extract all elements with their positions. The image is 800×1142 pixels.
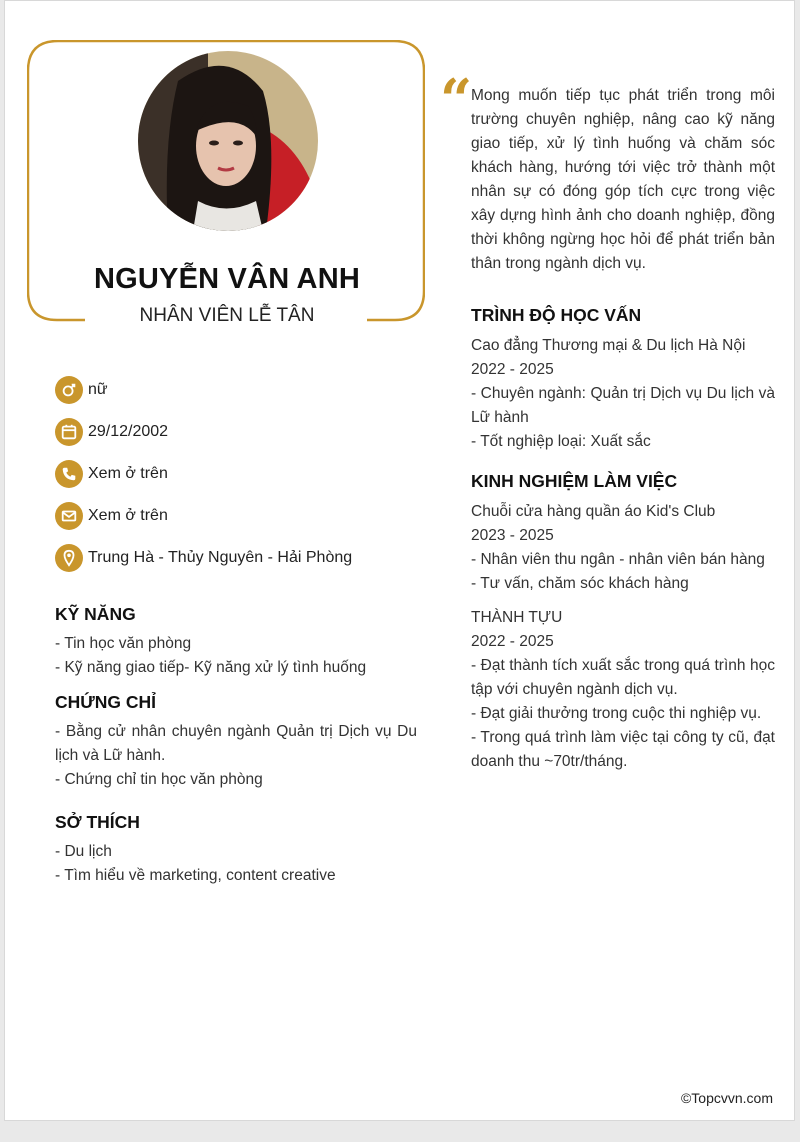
quote-icon: “ [440,67,473,133]
achievements-details [471,606,775,774]
hobbies-title: SỞ THÍCH [55,812,140,832]
candidate-name: NGUYỄN VÂN ANH [94,263,360,295]
achievement-item: - Đạt thành tích xuất sắc trong quá trình học tập với chuyên ngành dịch vụ. [471,657,775,698]
achievement-item: - Trong quá trình làm việc tại công ty cũ, đạt doanh thu ~70tr/tháng. [471,729,775,770]
school-name: Cao đẳng Thương mại & Du lịch Hà Nội [471,337,746,354]
job-title: NHÂN VIÊN LỄ TÂN [139,305,315,326]
birthday-value: 29/12/2002 [88,423,169,440]
contact-gender [55,375,108,405]
address-value: Trung Hà - Thủy Nguyên - Hải Phòng [88,549,353,566]
skills-list [55,632,425,680]
experience-period: 2023 - 2025 [471,527,554,544]
email-value: Xem ở trên [88,507,168,524]
education-item: - Tốt nghiệp loại: Xuất sắc [471,433,651,450]
achievements-title: THÀNH TỰU [471,609,563,626]
experience-details [471,500,775,596]
experience-item: - Tư vấn, chăm sóc khách hàng [471,575,689,592]
skill-item: - Tin học văn phòng [55,635,192,652]
hobby-item: - Du lịch [55,843,112,860]
achievement-item: - Đạt giải thưởng trong cuộc thi nghiệp vụ. [471,705,762,722]
hobbies-list [55,840,425,888]
education-title: TRÌNH ĐỘ HỌC VẤN [471,305,642,325]
company-name: Chuỗi cửa hàng quần áo Kid's Club [471,503,716,520]
experience-title: KINH NGHIỆM LÀM VIỆC [471,471,678,491]
contact-address [55,543,352,573]
gender-value: nữ [88,381,108,398]
location-pin-icon [55,544,83,572]
skills-title: KỸ NĂNG [55,604,136,624]
education-item: - Chuyên ngành: Quản trị Dịch vụ Du lịch và Lữ hành [471,385,775,426]
education-period: 2022 - 2025 [471,361,554,378]
certificates-list [55,720,417,792]
experience-item: - Nhân viên thu ngân - nhân viên bán hàng [471,551,765,568]
hobby-item: - Tìm hiểu về marketing, content creative [55,867,336,884]
contact-email [55,501,168,531]
skill-item: - Kỹ năng giao tiếp- Kỹ năng xử lý tình huống [55,659,367,676]
phone-value: Xem ở trên [88,465,168,482]
profile-photo [138,51,318,231]
achievements-period: 2022 - 2025 [471,633,554,650]
contact-birthday [55,417,168,447]
certificates-title: CHỨNG CHỈ [55,692,157,712]
calendar-icon [55,418,83,446]
certificate-item: - Chứng chỉ tin học văn phòng [55,771,263,788]
career-objective: Mong muốn tiếp tục phát triển trong môi trường chuyên nghiệp, nâng cao kỹ năng giao tiếp, xử lý tình huống và chăm sóc khách hàng, hướng tới việc trở thành một nhân sự có đóng góp tích cực trong việc xây dựng hình ảnh cho doanh nghiệp, đồng thời không ngừng học hỏi để phát triển bản thân trong ngành dịch vụ. [471,87,775,272]
footer-credit: ©Topcvvn.com [680,1090,773,1106]
certificate-item: - Bằng cử nhân chuyên ngành Quản trị Dịch vụ Du lịch và Lữ hành. [55,723,417,764]
phone-icon [55,460,83,488]
education-details [471,334,775,454]
email-icon [55,502,83,530]
gender-icon [55,376,83,404]
contact-phone [55,459,168,489]
